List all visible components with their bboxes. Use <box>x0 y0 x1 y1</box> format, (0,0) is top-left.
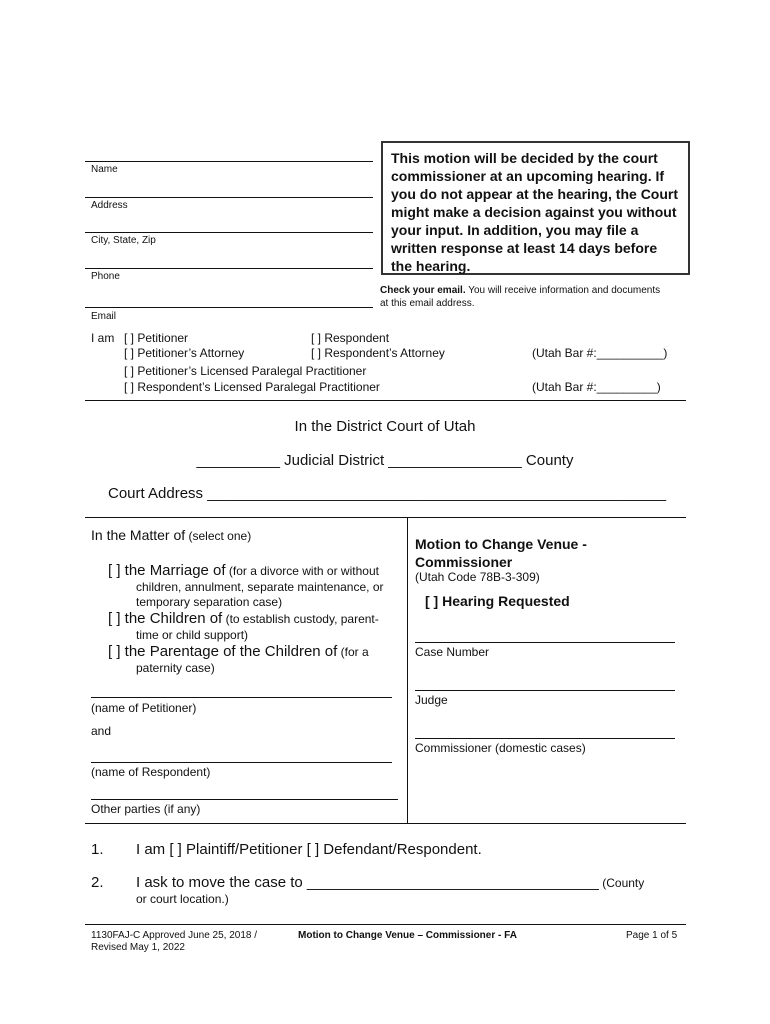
court-title: In the District Court of Utah <box>294 418 476 435</box>
item-1-number: 1. <box>91 841 104 858</box>
respondent-name-label: (name of Respondent) <box>91 765 211 779</box>
case-number-line[interactable] <box>415 642 675 643</box>
email-note-bold: Check your email. <box>380 285 466 296</box>
children-note-line2: time or child support) <box>136 628 249 642</box>
divider-iam <box>85 400 686 401</box>
item-2-cont: or court location.) <box>136 892 229 906</box>
marriage-note-line3: temporary separation case) <box>136 595 283 609</box>
children-note: (to establish custody, parent- <box>222 612 379 626</box>
name-line[interactable] <box>85 161 373 162</box>
and-text: and <box>91 724 112 738</box>
footer-approved: 1130FAJ-C Approved June 25, 2018 / <box>91 930 258 941</box>
other-parties-line[interactable] <box>91 799 398 800</box>
parentage-note: (for a <box>337 645 369 659</box>
footer-title: Motion to Change Venue – Commissioner - FA <box>298 930 517 941</box>
caption-top-border <box>85 517 686 518</box>
option-respondent[interactable]: [ ] Respondent <box>311 331 390 345</box>
motion-title-line2: Commissioner <box>415 554 513 570</box>
petitioner-name-line[interactable] <box>91 697 392 698</box>
marriage-note-cont <box>136 580 383 610</box>
email-note <box>380 284 670 310</box>
footer-left <box>91 930 257 954</box>
address-label: Address <box>91 200 128 211</box>
address-line[interactable] <box>85 197 373 198</box>
caption-divider <box>407 517 408 823</box>
city-line[interactable] <box>85 232 373 233</box>
motion-title-line1: Motion to Change Venue - <box>415 536 587 552</box>
utah-bar-field-2[interactable]: (Utah Bar #:_________) <box>532 380 661 394</box>
item-2-number: 2. <box>91 874 104 891</box>
hearing-notice-box: This motion will be decided by the court commissioner at an upcoming hearing. If you do not appear at the hearing, the Court might make a decision against you without your input. In addition, you may file a written response at least 14 days before the hearing. <box>381 141 690 275</box>
option-children[interactable] <box>108 610 379 628</box>
respondent-name-line[interactable] <box>91 762 392 763</box>
case-number-label: Case Number <box>415 645 490 659</box>
marriage-note-line2: children, annulment, separate maintenance, or <box>136 580 384 594</box>
item-2-text[interactable] <box>136 874 644 892</box>
name-label: Name <box>91 164 118 175</box>
iam-prefix: I am <box>91 331 115 345</box>
motion-title <box>415 535 587 571</box>
caption-bottom-border <box>85 823 686 824</box>
children-label: [ ] the Children of <box>108 610 223 627</box>
city-label: City, State, Zip <box>91 235 156 246</box>
item-1-text[interactable]: I am [ ] Plaintiff/Petitioner [ ] Defendant/Respondent. <box>136 841 482 858</box>
in-the-matter-heading <box>91 527 251 543</box>
utah-code: (Utah Code 78B-3-309) <box>415 570 540 584</box>
email-line[interactable] <box>85 307 373 308</box>
parentage-note-line2: paternity case) <box>136 661 215 675</box>
option-parentage[interactable] <box>108 643 369 661</box>
email-note-text: You will receive information and documents at this email address. <box>380 285 661 309</box>
footer-page-number: Page 1 of 5 <box>626 930 678 941</box>
judicial-district-line[interactable]: __________ Judicial District ________________ County <box>196 452 574 469</box>
commissioner-label: Commissioner (domestic cases) <box>415 741 586 755</box>
phone-line[interactable] <box>85 268 373 269</box>
hearing-requested-checkbox[interactable]: [ ] Hearing Requested <box>425 593 570 609</box>
footer-divider <box>85 924 686 925</box>
option-respondent-attorney[interactable]: [ ] Respondent’s Attorney <box>311 346 445 360</box>
petitioner-name-label: (name of Petitioner) <box>91 701 197 715</box>
option-respondent-lpp[interactable]: [ ] Respondent’s Licensed Paralegal Practitioner <box>124 380 380 394</box>
court-address-line[interactable]: Court Address _______________________________________________________ <box>108 485 667 502</box>
matter-heading-text: In the Matter of <box>91 527 186 543</box>
phone-label: Phone <box>91 271 120 282</box>
item-2-suffix: (County <box>598 876 645 890</box>
email-label: Email <box>91 311 117 322</box>
matter-heading-note: (select one) <box>185 529 252 543</box>
option-petitioner-attorney[interactable]: [ ] Petitioner’s Attorney <box>124 346 245 360</box>
parentage-label: [ ] the Parentage of the Children of <box>108 643 338 660</box>
other-parties-label: Other parties (if any) <box>91 802 201 816</box>
option-petitioner[interactable]: [ ] Petitioner <box>124 331 189 345</box>
judge-line[interactable] <box>415 690 675 691</box>
item-2-main: I ask to move the case to ___________________________________ <box>136 874 599 891</box>
footer-revised: Revised May 1, 2022 <box>91 942 185 953</box>
option-marriage[interactable] <box>108 562 379 580</box>
commissioner-line[interactable] <box>415 738 675 739</box>
marriage-note: (for a divorce with or without <box>225 564 379 578</box>
utah-bar-field-1[interactable]: (Utah Bar #:__________) <box>532 346 668 360</box>
judge-label: Judge <box>415 693 448 707</box>
marriage-label: [ ] the Marriage of <box>108 562 226 579</box>
option-petitioner-lpp[interactable]: [ ] Petitioner’s Licensed Paralegal Practitioner <box>124 364 367 378</box>
